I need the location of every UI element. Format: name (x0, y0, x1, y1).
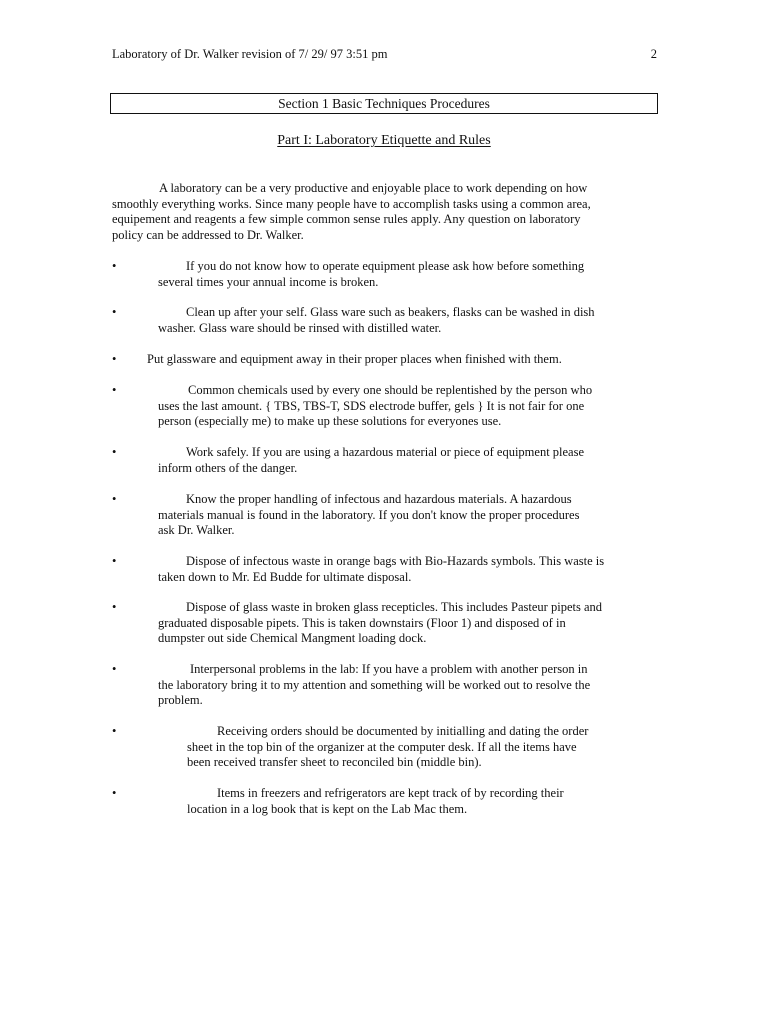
rule-line: problem. (158, 693, 203, 707)
rule-line: Interpersonal problems in the lab: If you have a problem with another person in (190, 662, 588, 676)
rule-line: graduated disposable pipets. This is taken downstairs (Floor 1) and disposed of in (158, 615, 566, 630)
bullet-icon: • (112, 786, 117, 800)
rule-line: inform others of the danger. (158, 460, 298, 475)
rule-line: the laboratory bring it to my attention and something will be worked out to resolve the (158, 677, 591, 692)
rule-line: ask Dr. Walker. (158, 523, 235, 537)
rule-line: uses the last amount. { TBS, TBS-T, SDS electrode buffer, gels } It is not fair for one (158, 398, 585, 413)
rule-line: Know the proper handling of infectous and hazardous materials. A hazardous (186, 492, 572, 506)
rule-item (112, 445, 660, 476)
rule-line: Put glassware and equipment away in their proper places when finished with them. (147, 352, 562, 366)
rule-line: taken down to Mr. Ed Budde for ultimate disposal. (158, 569, 412, 584)
intro-line: policy can be addressed to Dr. Walker. (112, 227, 304, 242)
intro-paragraph (112, 181, 660, 243)
rule-line: Receiving orders should be documented by initialling and dating the order (217, 724, 589, 738)
rule-item (112, 600, 660, 647)
bullet-icon: • (112, 383, 117, 397)
intro-line: A laboratory can be a very productive and enjoyable place to work depending on how (159, 181, 588, 195)
intro-line: smoothly everything works. Since many people have to accomplish tasks using a common area, (112, 196, 591, 211)
rule-line: Dispose of infectous waste in orange bags with Bio-Hazards symbols. This waste is (186, 554, 605, 568)
rule-line: several times your annual income is broken. (158, 274, 379, 289)
bullet-icon: • (112, 554, 117, 568)
rule-line: washer. Glass ware should be rinsed with distilled water. (158, 320, 442, 335)
section-title: Section 1 Basic Techniques Procedures (278, 96, 490, 111)
rule-line: location in a log book that is kept on the Lab Mac them. (187, 801, 468, 816)
rule-item (112, 662, 660, 709)
bullet-icon: • (112, 259, 117, 273)
page-header (112, 47, 657, 63)
bullet-icon: • (112, 352, 117, 366)
rule-line: dumpster out side Chemical Mangment loading dock. (158, 631, 427, 645)
bullet-icon: • (112, 662, 117, 676)
header-title: Laboratory of Dr. Walker revision of 7/ 29/ 97 3:51 pm (112, 47, 388, 61)
rule-line: Dispose of glass waste in broken glass recepticles. This includes Pasteur pipets and (186, 600, 603, 614)
section-title-box (110, 93, 658, 114)
bullet-icon: • (112, 600, 117, 614)
part-heading (110, 132, 658, 150)
rule-item (112, 352, 660, 368)
rule-item (112, 554, 660, 585)
bullet-icon: • (112, 305, 117, 319)
rule-item (112, 305, 660, 336)
rule-item (112, 492, 660, 539)
rule-line: Common chemicals used by every one should be replentished by the person who (188, 383, 593, 397)
rule-line: Items in freezers and refrigerators are kept track of by recording their (217, 786, 564, 800)
bullet-icon: • (112, 724, 117, 738)
bullet-icon: • (112, 492, 117, 506)
rule-line: sheet in the top bin of the organizer at the computer desk. If all the items have (187, 739, 577, 754)
bullet-icon: • (112, 445, 117, 459)
part-title: Part I: Laboratory Etiquette and Rules (277, 133, 491, 148)
rule-line: materials manual is found in the laboratory. If you don't know the proper procedures (158, 507, 580, 522)
intro-line: equipement and reagents a few simple common sense rules apply. Any question on laboratory (112, 212, 581, 226)
rule-item (112, 383, 660, 430)
rule-line: been received transfer sheet to reconciled bin (middle bin). (187, 755, 482, 769)
rule-item (112, 786, 660, 817)
rule-line: If you do not know how to operate equipment please ask how before something (186, 259, 585, 273)
rule-line: Work safely. If you are using a hazardous material or piece of equipment please (186, 445, 585, 459)
page-number: 2 (650, 47, 657, 61)
rule-line: person (especially me) to make up these solutions for everyones use. (158, 414, 502, 428)
rule-item (112, 724, 660, 771)
rule-line: Clean up after your self. Glass ware such as beakers, flasks can be washed in dish (186, 305, 595, 319)
rule-item (112, 259, 660, 290)
